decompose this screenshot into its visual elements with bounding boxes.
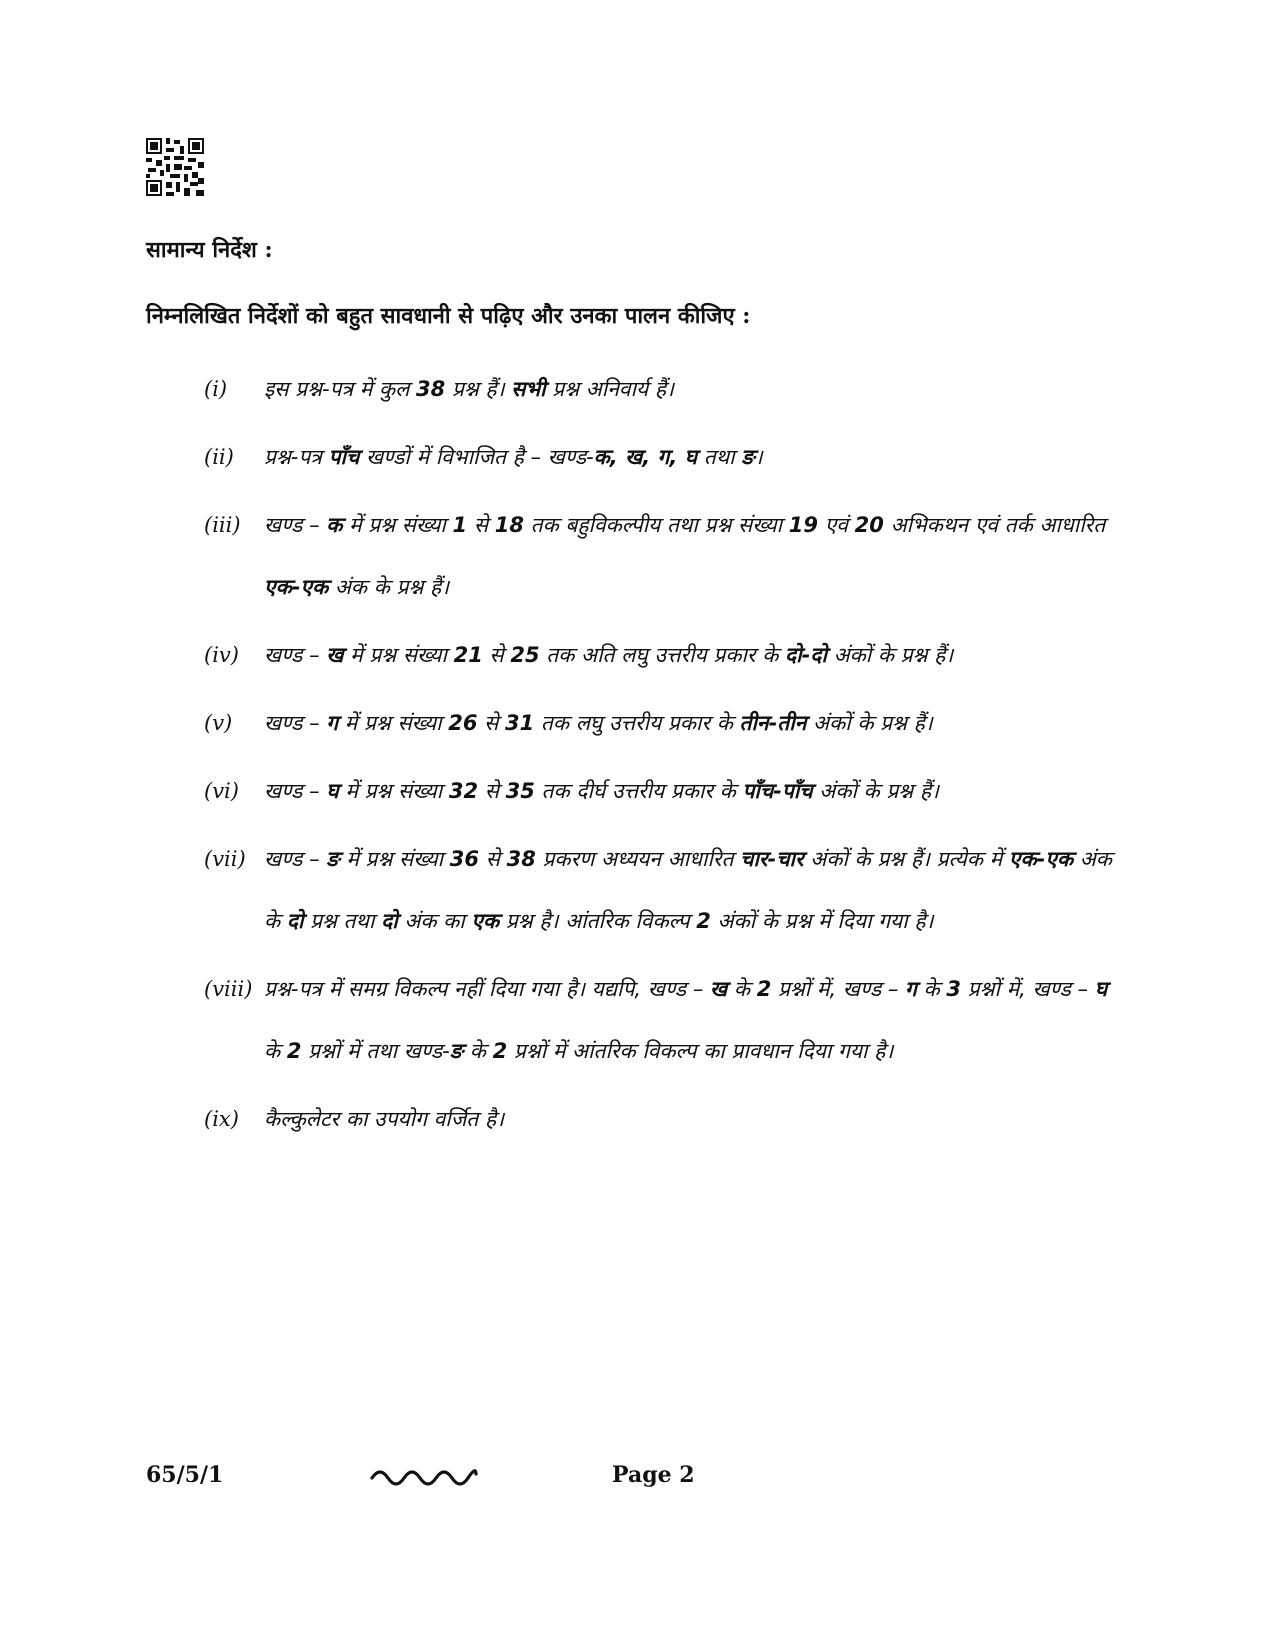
item-number: (vii) — [204, 847, 246, 871]
instruction-item-ii — [204, 426, 1124, 488]
item-number: (v) — [204, 711, 233, 735]
instruction-item-v — [204, 692, 1124, 754]
instruction-item-vii — [204, 828, 1124, 952]
item-text: खण्ड – ख में प्रश्न संख्या 21 से 25 तक अति लघु उत्तरीय प्रकार के दो-दो अंकों के प्रश्न हैं। — [264, 643, 954, 667]
item-text: खण्ड – ङ में प्रश्न संख्या 36 से 38 प्रकरण अध्ययन आधारित चार-चार अंकों के प्रश्न हैं। प्रत्येक में एक-एक अंक के दो प्रश्न तथा दो अंक का एक प्रश्न है। आंतरिक विकल्प 2 अंकों के प्रश्न में दिया गया है। — [264, 847, 1112, 933]
item-text: खण्ड – घ में प्रश्न संख्या 32 से 35 तक दीर्घ उत्तरीय प्रकार के पाँच-पाँच अंकों के प्रश्न हैं। — [264, 779, 939, 803]
item-text: खण्ड – ग में प्रश्न संख्या 26 से 31 तक लघु उत्तरीय प्रकार के तीन-तीन अंकों के प्रश्न हैं। — [264, 711, 933, 735]
general-instructions-heading: सामान्य निर्देश : — [146, 237, 273, 263]
instruction-item-iv — [204, 624, 1124, 686]
page-number: Page 2 — [612, 1462, 695, 1488]
paper-code: 65/5/1 — [146, 1462, 224, 1488]
instruction-item-iii — [204, 494, 1124, 618]
instruction-item-ix — [204, 1088, 1124, 1150]
instruction-item-i — [204, 358, 1124, 420]
item-number: (ii) — [204, 445, 234, 469]
item-number: (i) — [204, 377, 228, 401]
item-text: कैल्कुलेटर का उपयोग वर्जित है। — [264, 1107, 505, 1131]
instruction-subheading: निम्नलिखित निर्देशों को बहुत सावधानी से पढ़िए और उनका पालन कीजिए : — [146, 303, 751, 329]
qr-code-icon — [146, 138, 204, 196]
item-text: प्रश्न-पत्र में समग्र विकल्प नहीं दिया गया है। यद्यपि, खण्ड – ख के 2 प्रश्नों में, खण्ड – ग के 3 प्रश्नों में, खण्ड – घ के 2 प्रश्नों में तथा खण्ड-ङ के 2 प्रश्नों में आंतरिक विकल्प का प्रावधान दिया गया है। — [264, 977, 1108, 1063]
item-text: प्रश्न-पत्र पाँच खण्डों में विभाजित है – खण्ड-क, ख, ग, घ तथा ङ। — [264, 445, 763, 469]
item-number: (iv) — [204, 643, 239, 667]
item-number: (iii) — [204, 513, 241, 537]
item-text: इस प्रश्न-पत्र में कुल 38 प्रश्न हैं। सभी प्रश्न अनिवार्य हैं। — [264, 377, 674, 401]
wave-ornament-icon — [370, 1464, 478, 1488]
item-number: (vi) — [204, 779, 239, 803]
instruction-item-viii — [204, 958, 1124, 1082]
instruction-item-vi — [204, 760, 1124, 822]
item-number: (ix) — [204, 1107, 239, 1131]
item-text: खण्ड – क में प्रश्न संख्या 1 से 18 तक बहुविकल्पीय तथा प्रश्न संख्या 19 एवं 20 अभिकथन एवं तर्क आधारित एक-एक अंक के प्रश्न हैं। — [264, 513, 1106, 599]
item-number: (viii) — [204, 977, 253, 1001]
instructions-list — [204, 358, 1124, 1150]
